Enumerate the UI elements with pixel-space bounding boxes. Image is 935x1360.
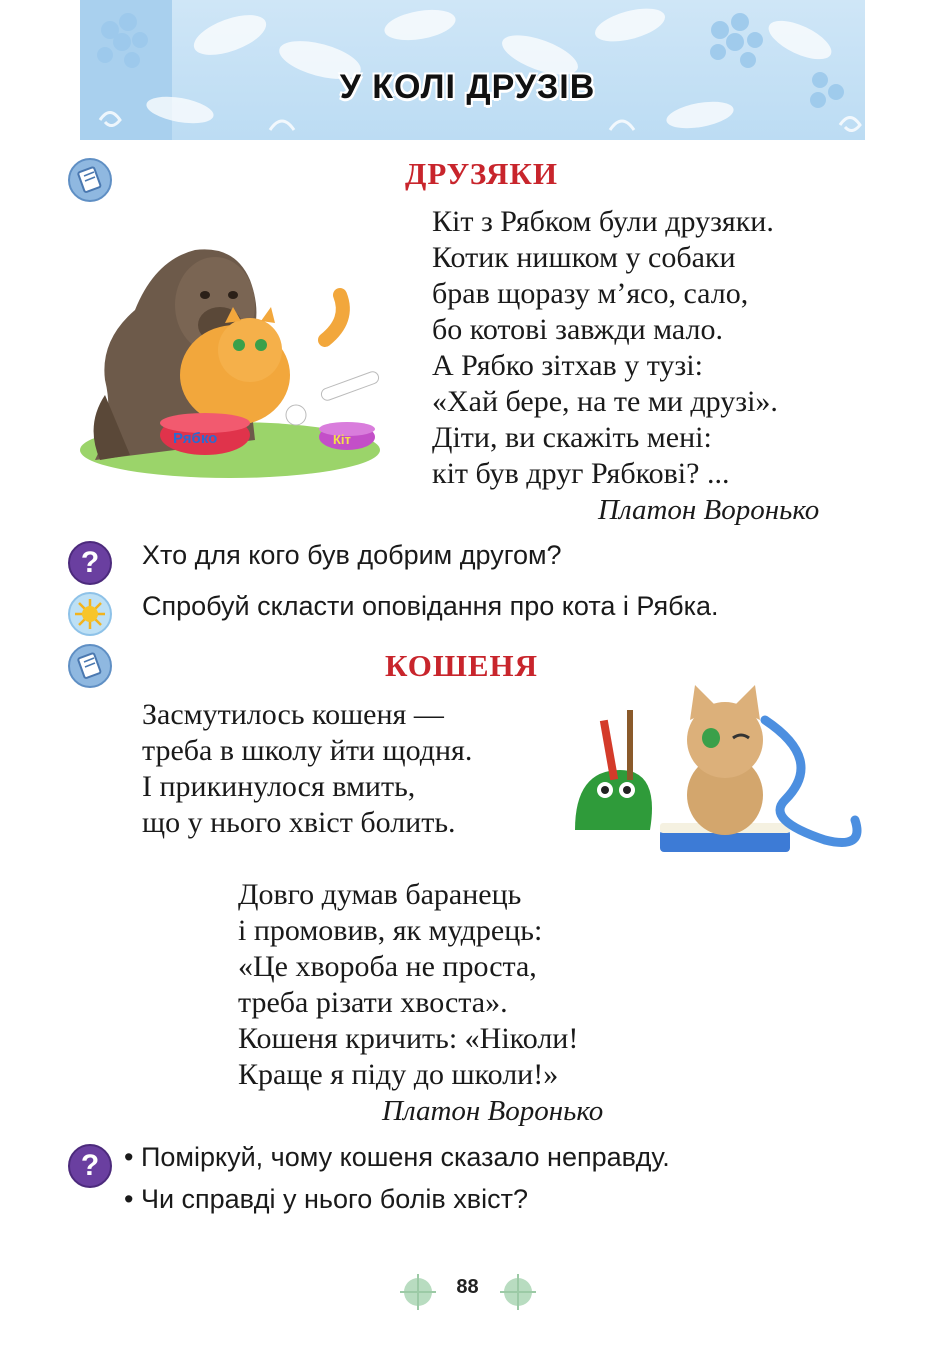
poem-line: бо котові завжди мало. (432, 313, 723, 346)
question-icon: ? (68, 541, 112, 585)
bowl-label-rybko: Рябко (173, 430, 218, 447)
poem-line: Кіт з Рябком були друзяки. (432, 205, 774, 238)
poem-line: Кошеня кричить: «Ніколи! (238, 1022, 579, 1055)
poem-author: Платон Воронько (598, 494, 820, 526)
poem-line: брав щоразу м’ясо, сало, (432, 277, 749, 310)
poem-line: Діти, ви скажіть мені: (432, 421, 712, 454)
poem-author: Платон Воронько (382, 1095, 604, 1127)
poem-line: І прикинулося вмить, (142, 770, 416, 803)
poem-line: треба в школу йти щодня. (142, 734, 473, 767)
dog-and-cat-illustration (65, 225, 395, 490)
page-number: 88 (456, 1276, 479, 1298)
question-icon: ? (68, 1144, 112, 1188)
sun-icon (68, 592, 112, 636)
poem-koshenya-stanza-2 (238, 877, 578, 1093)
page-title: У КОЛІ ДРУЗІВ (339, 68, 596, 106)
poem-line: що у нього хвіст болить. (142, 806, 456, 839)
kitten-illustration (565, 680, 865, 870)
poem-line: Краще я піду до школи!» (238, 1058, 559, 1091)
poem-line: А Рябко зітхав у тузі: (432, 349, 703, 382)
poem-line: Довго думав баранець (238, 878, 522, 911)
poem-line: Котик нишком у собаки (432, 241, 736, 274)
poem-title-druzyaky: ДРУЗЯКИ (405, 156, 558, 191)
poem-line: треба різати хвоста». (238, 986, 508, 1019)
poem-title-koshenya: КОШЕНЯ (385, 648, 539, 683)
book-icon (68, 158, 112, 202)
bowl-label-kit: Кіт (333, 432, 351, 447)
task-question: Хто для кого був добрим другом? (142, 540, 562, 570)
poem-line: Засмутилось кошеня — (142, 698, 444, 731)
poem-line: кіт був друг Рябкові? ... (432, 457, 730, 490)
poem-line: «Хай бере, на те ми друзі». (432, 385, 778, 418)
poem-koshenya-stanza-1 (142, 697, 472, 841)
task-bullet: • Поміркуй, чому кошеня сказало неправду. (124, 1142, 670, 1172)
book-icon (68, 644, 112, 688)
task-bullet: • Чи справді у нього болів хвіст? (124, 1184, 528, 1214)
task-activity: Спробуй скласти оповідання про кота і Рябка. (142, 591, 719, 621)
poem-line: «Це хвороба не проста, (238, 950, 537, 983)
poem-druzyaky-text (432, 204, 778, 492)
poem-line: і промовив, як мудрець: (238, 914, 543, 947)
